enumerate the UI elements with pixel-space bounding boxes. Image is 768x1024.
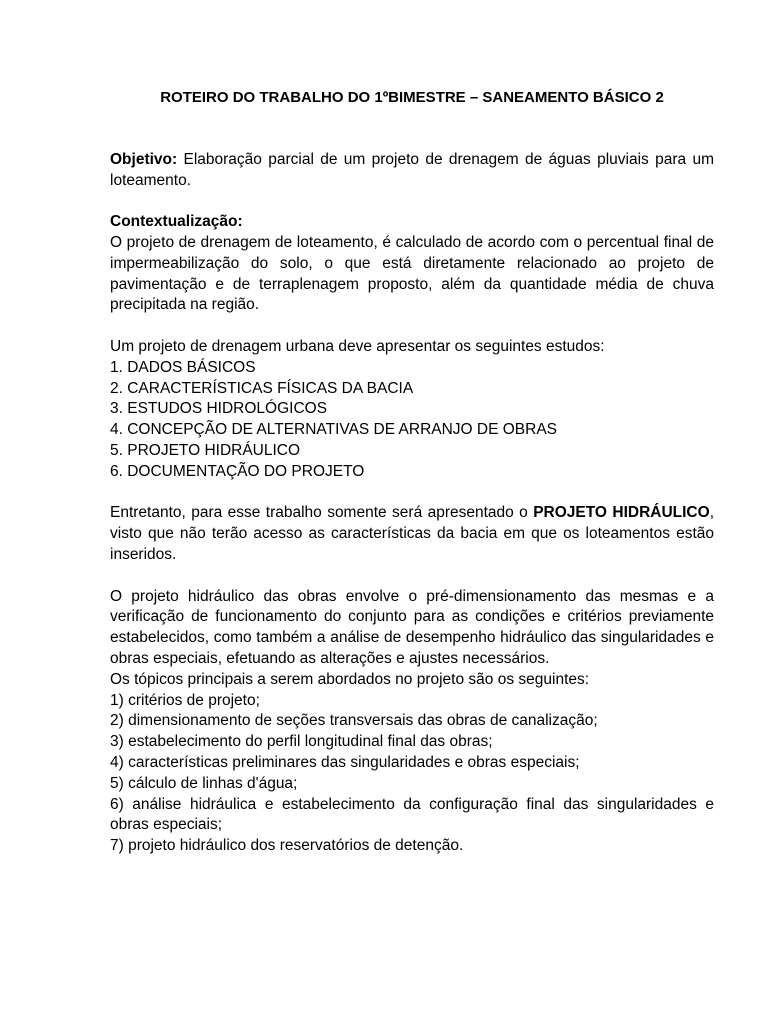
however-text-after: , visto que não terão acesso as características da bacia em que os loteamentos estão inseridos. [110,504,714,563]
list-item: 5. PROJETO HIDRÁULICO [110,441,301,459]
context-heading [110,212,714,233]
hydraulic-section [110,587,714,857]
studies-intro: Um projeto de drenagem urbana deve apresentar os seguintes estudos: [110,337,605,355]
studies-list [110,358,714,483]
context-heading-text: Contextualização: [110,213,243,231]
list-item: 1) critérios de projeto; [110,691,260,709]
list-item: 3) estabelecimento do perfil longitudinal final das obras; [110,733,493,751]
list-item: 5) cálculo de linhas d'água; [110,774,298,792]
however-bold-text: PROJETO HIDRÁULICO [533,504,710,522]
context-text: O projeto de drenagem de loteamento, é calculado de acordo com o percentual final de impermeabilização do solo, o que está diretamente relacionado ao projeto de pavimentação e de terraplenagem proposto, além da quantidade média de chuva precipitada na região. [110,233,714,314]
list-item: 2) dimensionamento de seções transversais das obras de canalização; [110,712,598,730]
list-item: 4. CONCEPÇÃO DE ALTERNATIVAS DE ARRANJO DE OBRAS [110,421,558,439]
however-text-before: Entretanto, para esse trabalho somente será apresentado o [110,504,534,522]
objective-label: Objetivo: [110,150,178,168]
list-item: 4) características preliminares das singularidades e obras especiais; [110,753,580,771]
topics-intro: Os tópicos principais a serem abordados no projeto são os seguintes: [110,670,590,688]
list-item: 1. DADOS BÁSICOS [110,358,256,376]
document-content [110,88,714,857]
objective-paragraph [110,150,714,192]
context-section [110,212,714,316]
document-title: ROTEIRO DO TRABALHO DO 1ºBIMESTRE – SANEAMENTO BÁSICO 2 [160,89,664,106]
list-item: 6. DOCUMENTAÇÃO DO PROJETO [110,462,365,480]
list-item: 6) análise hidráulica e estabelecimento da configuração final das singularidades e obras especiais; [110,795,714,834]
studies-section [110,337,714,483]
list-item: 2. CARACTERÍSTICAS FÍSICAS DA BACIA [110,379,414,397]
objective-text: Elaboração parcial de um projeto de drenagem de águas pluviais para um loteamento. [110,150,714,189]
list-item: 7) projeto hidráulico dos reservatórios de detenção. [110,837,464,855]
however-paragraph [110,503,714,565]
list-item: 3. ESTUDOS HIDROLÓGICOS [110,400,328,418]
topics-list [110,691,714,857]
hydraulic-paragraph: O projeto hidráulico das obras envolve o pré-dimensionamento das mesmas e a verificação de funcionamento do conjunto para as condições e critérios previamente estabelecidos, como também a análise de desempenho hidráulico das singularidades e obras especiais, efetuando as alterações e ajustes necessários. [110,587,714,667]
